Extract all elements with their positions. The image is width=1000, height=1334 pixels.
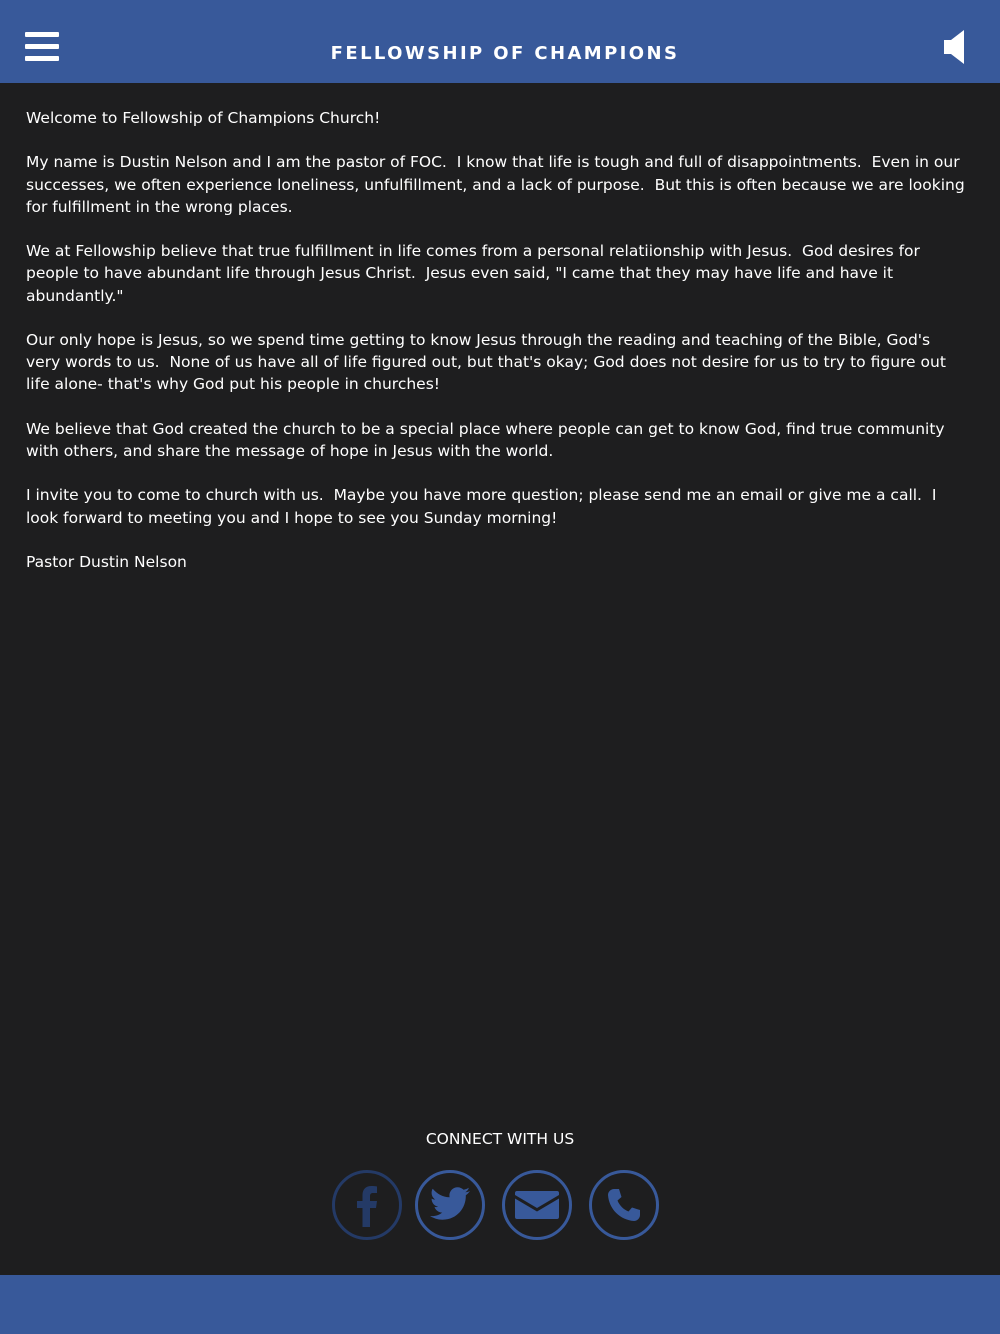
hope-paragraph: Our only hope is Jesus, so we spend time getting to know Jesus through the reading and teaching of the Bible, God's very words to us. None of us have all of life figured out, but that's okay; God does not desire for us to try to figure out life alone- that's why God put his people in churches! <box>26 330 951 394</box>
intro-paragraph: My name is Dustin Nelson and I am the pastor of FOC. I know that life is tough and full of disappointments. Even in our successes, we often experience loneliness, unfulfillment, and a lack of purpose. But this is often because we are looking for fulfillment in the wrong places. <box>26 153 970 216</box>
app-title: FELLOWSHIP OF CHAMPIONS <box>330 43 680 64</box>
church-paragraph: We believe that God created the church to be a special place where people can get to know God, find true community with others, and share the message of hope in Jesus with the world. <box>26 419 950 460</box>
facebook-button[interactable] <box>332 1170 402 1240</box>
twitter-button[interactable] <box>415 1170 485 1240</box>
facebook-icon <box>347 1181 387 1229</box>
signature: Pastor Dustin Nelson <box>26 552 187 571</box>
connect-label: CONNECT WITH US <box>425 1130 575 1148</box>
twitter-icon <box>428 1186 472 1224</box>
belief-paragraph: We at Fellowship believe that true fulfillment in life comes from a personal relatiionship with Jesus. God desires for people to have abundant life through Jesus Christ. Jesus even said, "I came that they may have life and have it abundantly." <box>26 242 925 305</box>
invite-paragraph: I invite you to come to church with us. Maybe you have more question; please send me an email or give me a call. I look forward to meeting you and I hope to see you Sunday morning! <box>26 486 942 527</box>
envelope-icon <box>514 1187 560 1223</box>
bottom-bar <box>0 1275 1000 1334</box>
speaker-icon[interactable] <box>940 28 972 66</box>
hamburger-menu-icon[interactable] <box>25 32 61 64</box>
phone-button[interactable] <box>589 1170 659 1240</box>
pastor-welcome-message <box>26 107 970 595</box>
email-button[interactable] <box>502 1170 572 1240</box>
phone-icon <box>605 1186 643 1224</box>
top-bar <box>0 0 1000 83</box>
welcome-paragraph: Welcome to Fellowship of Champions Church! <box>26 109 381 127</box>
